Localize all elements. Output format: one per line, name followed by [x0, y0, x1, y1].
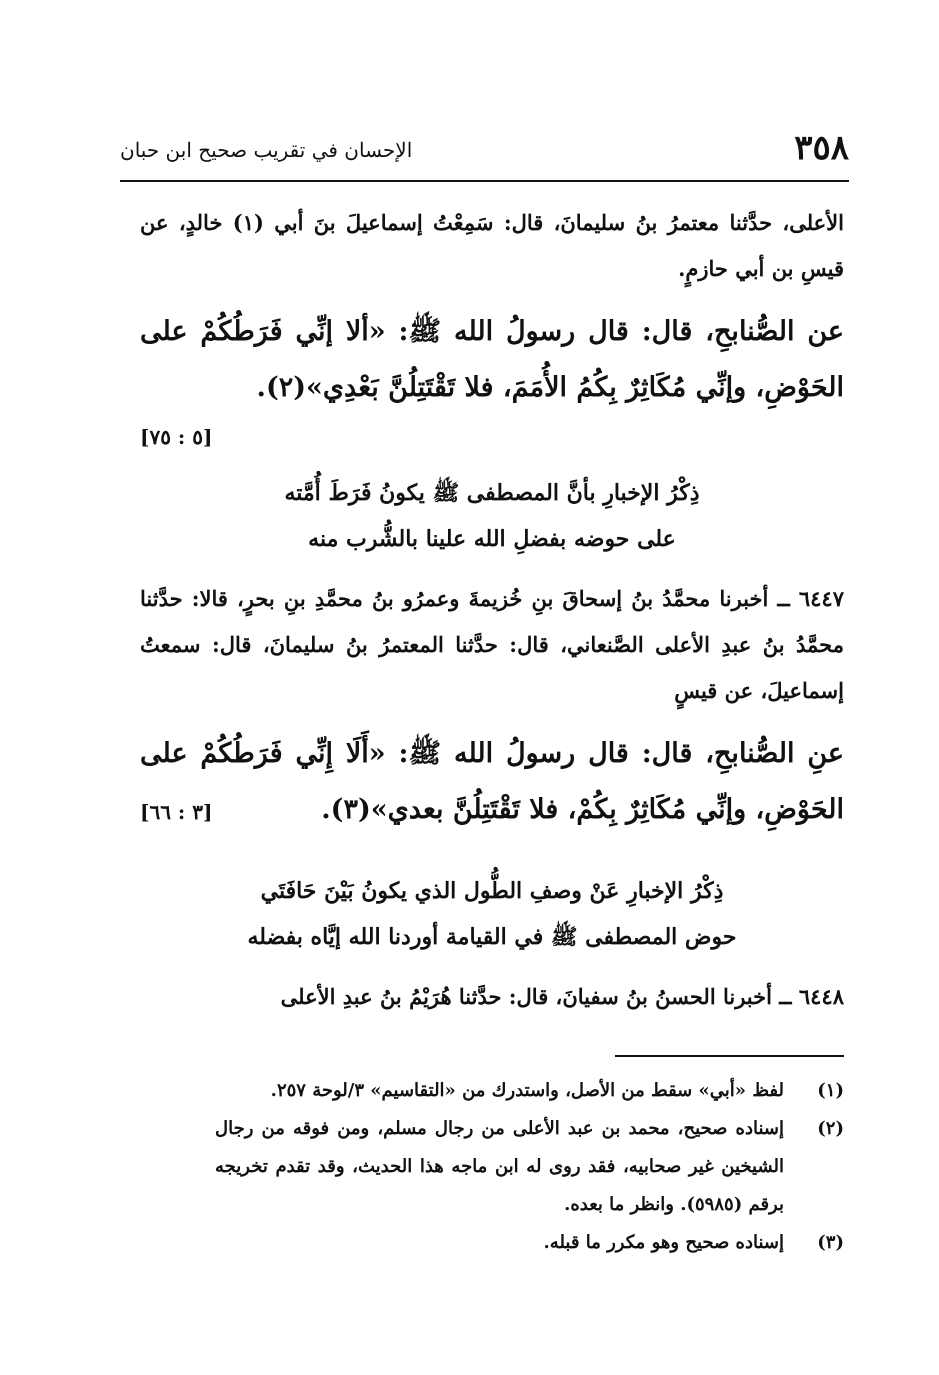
- section-heading-1: [140, 470, 844, 562]
- footnotes: [215, 1072, 844, 1262]
- hadith-matn-1: عن الصُّنابحِ، قال: قال رسولُ الله ﷺ: «ألا إنِّي فَرَطُكُمْ على الحَوْضِ، وإنِّي مُكَاثِرٌ بِكُمُ الأُمَمَ، فلا تَقْتَتِلُنَّ بَعْدِي»(٢).: [140, 316, 844, 403]
- reference-1: [٥ : ٧٥]: [140, 425, 213, 449]
- hadith-6448-chain: ٦٤٤٨ ــ أخبرنا الحسنُ بنُ سفيانَ، قال: حدَّثنا هُرَيْمُ بنُ عبدِ الأعلى: [280, 984, 844, 1009]
- section-heading-1-line-2: على حوضه بفضلِ الله علينا بالشُّرب منه: [308, 526, 676, 552]
- footnote-number: (١): [817, 1080, 844, 1101]
- footnote-text: إسناده صحيح وهو مكرر ما قبله.: [543, 1232, 784, 1253]
- section-heading-2-line-2: حوض المصطفى ﷺ في القيامة أوردنا الله إيَّاه بفضله: [247, 924, 737, 950]
- header-rule: [120, 180, 849, 182]
- footnote-item: [215, 1110, 844, 1224]
- hadith-6447-chain: ٦٤٤٧ ــ أخبرنا محمَّدُ بنُ إسحاقَ بنِ خُزيمةَ وعمرُو بنُ محمَّدِ بنِ بحرٍ، قالا: حدَّثنا محمَّدُ بنُ عبدِ الأعلى الصَّنعاني، قال: حدَّثنا المعتمرُ بنُ سليمانَ، قال: سمعتُ إسماعيلَ، عن قيسٍ: [140, 586, 844, 703]
- footnote-text: إسناده صحيح، محمد بن عبد الأعلى من رجال مسلم، ومن فوقه من رجال الشيخين غير صحابيه، فقد روى له ابن ماجه هذا الحديث، وقد تقدم تخريجه برقم (٥٩٨٥). وانظر ما بعده.: [215, 1118, 784, 1215]
- hadith-matn-2: عنِ الصُّنابحِ، قال: قال رسولُ الله ﷺ: «أَلَا إِنِّي فَرَطُكُمْ على الحَوْضِ، وإنِّي مُكَاثِرٌ بِكُمْ، فلا تَقْتَتِلُنَّ بعدي»(٣).: [140, 738, 844, 825]
- footnote-item: [215, 1224, 844, 1262]
- footnote-text: لفظ «أبي» سقط من الأصل، واستدرك من «التقاسيم» ٣/لوحة ٢٥٧.: [270, 1080, 784, 1101]
- footnote-number: (٣): [817, 1232, 844, 1253]
- section-heading-1-line-1: ذِكْرُ الإخبارِ بأنَّ المصطفى ﷺ يكونُ فَرَطَ أُمَّته: [284, 480, 700, 506]
- footnote-item: [215, 1072, 844, 1110]
- page-header: [120, 128, 849, 174]
- paragraph-chain-continuation: الأعلى، حدَّثنا معتمرُ بنُ سليمانَ، قال: سَمِعْتُ إسماعيلَ بنَ أبي (١) خالدٍ، عن قيسِ بن أبي حازمٍ.: [140, 210, 844, 281]
- reference-2: [٣ : ٦٦]: [140, 800, 213, 824]
- section-heading-2-line-1: ذِكْرُ الإخبارِ عَنْ وصفِ الطُّول الذي يكونُ بَيْنَ حَافَتَي: [260, 878, 724, 904]
- footnote-rule: [615, 1055, 844, 1057]
- footnote-number: (٢): [817, 1118, 844, 1139]
- page-number: ٣٥٨: [794, 128, 849, 168]
- running-title: الإحسان في تقريب صحيح ابن حبان: [120, 138, 413, 162]
- section-heading-2: [140, 868, 844, 960]
